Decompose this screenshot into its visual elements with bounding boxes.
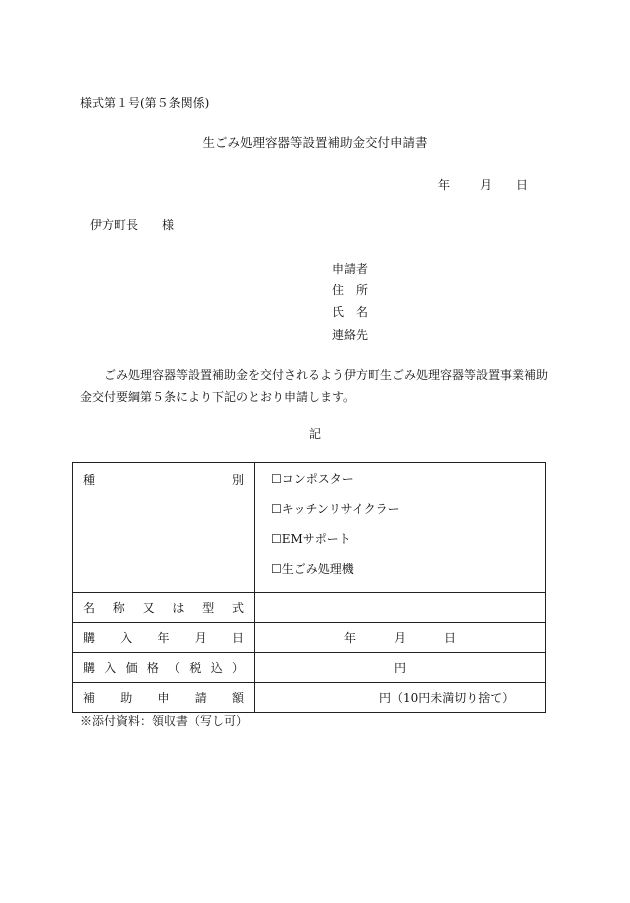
label-char: 格	[146, 661, 159, 675]
subsidy-value[interactable]	[255, 683, 546, 713]
label-char: 補	[83, 691, 96, 705]
date-day: 日	[516, 178, 529, 192]
kind-option-garbage-processor[interactable]: ☐生ごみ処理機	[271, 562, 354, 576]
label-char: 名	[83, 601, 96, 615]
label-char: 年	[157, 631, 170, 645]
label-char: 価	[125, 661, 138, 675]
label-char: 種	[83, 473, 96, 487]
kind-options	[255, 463, 546, 593]
name-model-label	[73, 593, 255, 623]
purchase-month: 月	[393, 631, 406, 645]
ki-heading: 記	[308, 427, 321, 441]
applicant-label: 申請者	[332, 262, 369, 276]
kind-option-kitchen-recycler[interactable]: ☐キッチンリサイクラー	[271, 502, 400, 516]
label-char: 購	[83, 631, 96, 645]
date-line	[438, 179, 528, 191]
label-char: 別	[231, 473, 244, 487]
table-row-subsidy	[73, 683, 546, 713]
label-char: 入	[104, 661, 117, 675]
label-char: 日	[231, 631, 244, 645]
subsidy-value-text: 円（10円未満切り捨て）	[379, 691, 515, 705]
label-char: 請	[194, 691, 207, 705]
name-model-value[interactable]	[255, 593, 546, 623]
application-table	[72, 462, 546, 713]
price-label	[73, 653, 255, 683]
date-month: 月	[480, 178, 493, 192]
label-char: （	[168, 661, 181, 675]
kind-label-chars	[83, 471, 244, 488]
attachment-note: ※添付資料：領収書（写し可）	[80, 714, 249, 728]
label-char: 申	[157, 691, 170, 705]
table-row-purchase-date	[73, 623, 546, 653]
label-char: 購	[83, 661, 96, 675]
kind-option-em-support[interactable]: ☐EMサポート	[271, 532, 351, 546]
document-title: 生ごみ処理容器等設置補助金交付申請書	[202, 135, 428, 150]
table-row-price	[73, 653, 546, 683]
label-char: 月	[194, 631, 207, 645]
form-number: 様式第１号(第５条関係)	[80, 96, 210, 110]
purchase-year: 年	[343, 631, 356, 645]
price-value[interactable]: 円	[255, 653, 546, 683]
label-char: は	[172, 601, 185, 615]
kind-option-composter[interactable]: ☐コンポスター	[271, 472, 354, 486]
label-char: 税	[189, 661, 202, 675]
table-row-kind	[73, 463, 546, 593]
date-year: 年	[438, 178, 451, 192]
label-char: 助	[120, 691, 133, 705]
body-text: ごみ処理容器等設置補助金を交付されるよう伊方町生ごみ処理容器等設置事業補助金交付要綱第５条により下記のとおり申請します。	[80, 368, 549, 404]
label-char: 入	[120, 631, 133, 645]
label-char: 式	[231, 601, 244, 615]
label-char: 型	[202, 601, 215, 615]
label-char: 又	[142, 601, 155, 615]
purchase-date-label	[73, 623, 255, 653]
subsidy-label	[73, 683, 255, 713]
label-char: 込	[210, 661, 223, 675]
label-char: 称	[112, 601, 125, 615]
addressee: 伊方町長 様	[90, 218, 175, 232]
applicant-address-label: 住 所	[332, 283, 369, 297]
purchase-day: 日	[443, 631, 456, 645]
purchase-date-value[interactable]	[255, 623, 546, 653]
applicant-name-label: 氏 名	[332, 305, 369, 319]
kind-label	[73, 463, 255, 593]
applicant-contact-label: 連絡先	[332, 328, 369, 342]
label-char: 額	[231, 691, 244, 705]
table-row-name	[73, 593, 546, 623]
label-char: ）	[231, 661, 244, 675]
